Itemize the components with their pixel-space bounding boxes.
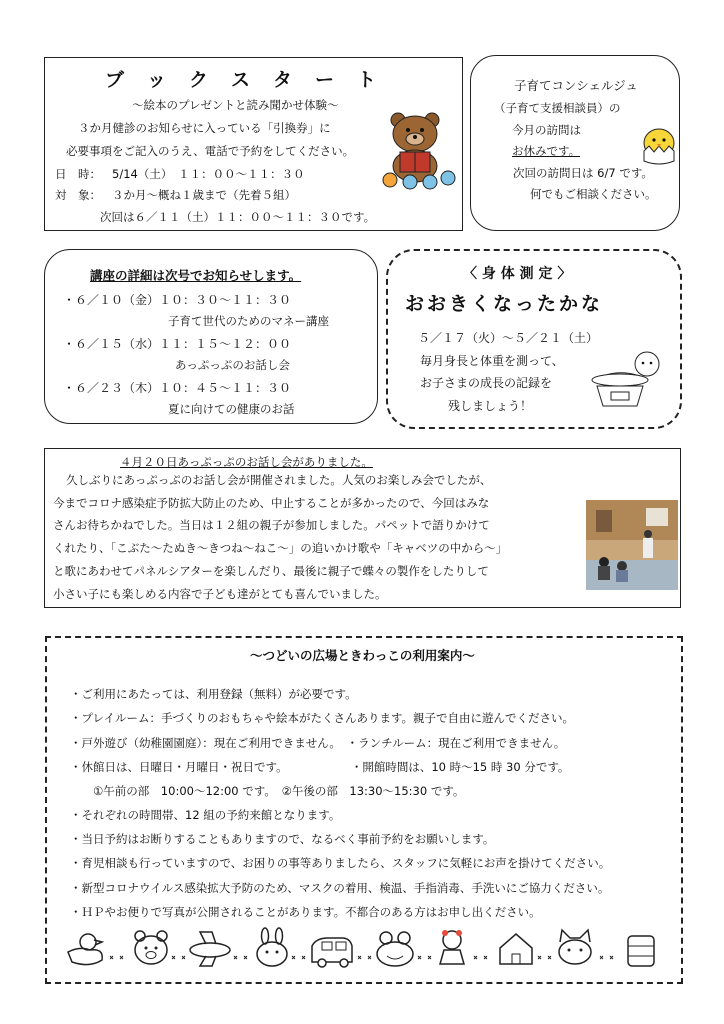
concierge-sub: （子育て支援相談員）の bbox=[494, 101, 621, 115]
course-3-date: ・６／２３（木）１０：４５～１１：３０ bbox=[63, 381, 292, 395]
guide-item-7: ・当日予約はお断りすることもありますので、なるべく事前予約をお願いします。 bbox=[70, 832, 495, 846]
book-start-title: ブ ッ ク ス タ ー ト bbox=[105, 69, 379, 91]
decorative-icon-row bbox=[60, 928, 670, 972]
measurement-line3: 残しましょう！ bbox=[448, 399, 533, 413]
guide-item-5: ①午前の部 10:00～12:00 です。 ②午後の部 13:30～15:30 です。 bbox=[70, 784, 465, 798]
course-2-name: あっぷっぷのお話し会 bbox=[175, 358, 290, 372]
guide-item-1: ・ご利用にあたっては、利用登録（無料）が必要です。 bbox=[70, 687, 357, 701]
guide-item-10: ・ＨＰやお便りで写真が公開されることがあります。不都合のある方はお申し出ください。 bbox=[70, 905, 541, 919]
airplane-icon bbox=[190, 932, 230, 966]
report-line-3: さんお待ちかねでした。当日は１２組の親子が参加しました。パペットで語りかけて bbox=[53, 518, 490, 532]
courses-title: 講座の詳細は次号でお知らせします。 bbox=[90, 268, 302, 283]
frog-icon bbox=[377, 932, 413, 966]
report-line-2: 今までコロナ感染症予防拡大防止のため、中止することが多かったので、今回はみな bbox=[53, 496, 490, 510]
book-start-line1: ３か月健診のお知らせに入っている「引換券」に bbox=[78, 121, 331, 135]
book-start-next: 次回は６／１１（土）１１：００～１１：３０です。 bbox=[100, 210, 376, 224]
guide-item-3: ・戸外遊び（幼稚園園庭）：現在ご利用できません。 ・ランチルーム：現在ご利用できません。 bbox=[70, 736, 566, 750]
guide-item-6: ・それぞれの時間帯、12 組の予約来館となります。 bbox=[70, 808, 341, 822]
book-start-subtitle: ～絵本のプレゼントと読み聞かせ体験～ bbox=[132, 98, 339, 112]
book-start-date-value: 5/14（土） １１：００～１１：３０ bbox=[112, 167, 305, 181]
measurement-dates: ５／１７（火）～５／２１（土） bbox=[418, 331, 599, 345]
concierge-line2: お休みです。 bbox=[512, 144, 581, 158]
report-line-1: 久しぶりにあっぷっぷのお話し会が開催されました。人気のお楽しみ会でしたが、 bbox=[66, 473, 492, 487]
book-start-line2: 必要事項をご記入のうえ、電話で予約をしてください。 bbox=[66, 144, 355, 158]
duck-icon bbox=[68, 934, 102, 965]
dot-separators bbox=[110, 956, 613, 959]
bag-icon bbox=[628, 936, 654, 966]
measurement-line1: 毎月身長と体重を測って、 bbox=[420, 354, 564, 368]
baby-scale-icon bbox=[585, 350, 670, 410]
event-photo bbox=[586, 500, 678, 590]
measurement-headline: おおきくなったかな bbox=[405, 293, 604, 315]
rabbit-icon bbox=[257, 928, 287, 966]
measurement-line2: お子さまの成長の記録を bbox=[420, 376, 553, 390]
concierge-title: 子育てコンシェルジュ bbox=[514, 78, 638, 93]
cat-icon bbox=[559, 930, 591, 964]
report-line-4: くれたり、「こぶた～たぬき～きつね～ねこ～」の追いかけ歌や「キャベツの中から～」 bbox=[53, 541, 508, 555]
book-start-target-value: ３か月～概ね１歳まで（先着５組） bbox=[112, 188, 296, 202]
bear-icon bbox=[135, 931, 167, 964]
course-1-date: ・６／１０（金）１０：３０～１１：３０ bbox=[63, 293, 292, 307]
guide-item-9: ・新型コロナウイルス感染拡大予防のため、マスクの着用、検温、手指消毒、手洗いにご協力ください。 bbox=[70, 881, 610, 895]
report-line-5: と歌にあわせてパネルシアターを楽しんだり、最後に親子で蝶々の製作をしたりして bbox=[53, 564, 489, 578]
child-icon bbox=[440, 930, 464, 964]
chick-icon bbox=[640, 125, 678, 165]
book-start-target-label: 対 象： bbox=[55, 188, 101, 202]
house-icon bbox=[500, 934, 532, 964]
measurement-title: 〈 身 体 測 定 〉 bbox=[463, 266, 572, 282]
course-1-name: 子育て世代のためのマネー講座 bbox=[168, 314, 329, 328]
book-start-date-label: 日 時： bbox=[55, 167, 101, 181]
concierge-line3: 次回の訪問日は 6/7 です。 bbox=[513, 166, 653, 180]
guide-item-4: ・休館日は、日曜日・月曜日・祝日です。 ・開館時間は、10 時～15 時 30 分です。 bbox=[70, 760, 570, 774]
guide-item-2: ・プレイルーム：手づくりのおもちゃや絵本がたくさんあります。親子で自由に遊んでください。 bbox=[70, 711, 575, 725]
course-3-name: 夏に向けての健康のお話 bbox=[168, 402, 295, 416]
guide-item-8: ・育児相談も行っていますので、お困りの事等ありましたら、スタッフに気軽にお声を掛けてください。 bbox=[70, 856, 611, 870]
report-line-6: 小さい子にも楽しめる内容で子ども達がとても喜んでいました。 bbox=[53, 587, 387, 601]
car-icon bbox=[312, 938, 352, 967]
concierge-line1: 今月の訪問は bbox=[512, 123, 581, 137]
bear-reading-illustration bbox=[380, 108, 460, 193]
report-title: ４月２０日あっぷっぷのお話し会がありました。 bbox=[120, 455, 373, 469]
guide-title: ～つどいの広場ときわっこの利用案内～ bbox=[250, 648, 475, 663]
course-2-date: ・６／１５（水）１１：１５～１２：００ bbox=[63, 337, 292, 351]
concierge-line4: 何でもご相談ください。 bbox=[530, 187, 657, 201]
